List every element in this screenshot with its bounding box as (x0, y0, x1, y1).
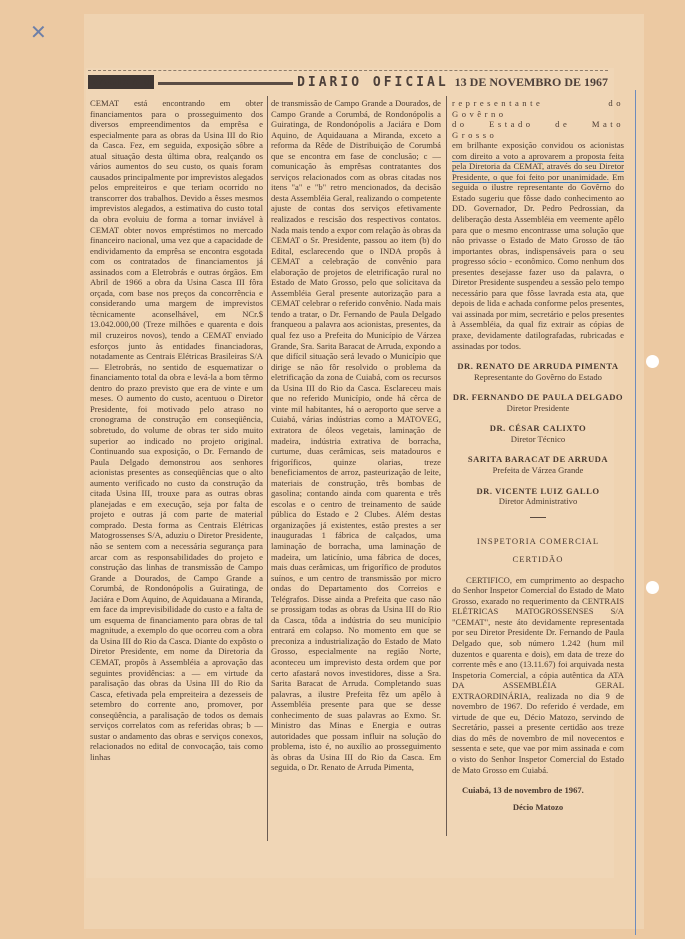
newspaper-header (88, 70, 608, 93)
signatory-role: Diretor Presidente (506, 402, 570, 413)
signatory-name: DR. RENATO DE ARRUDA PIMENTA (457, 361, 619, 372)
signatory-role: Diretor Técnico (510, 433, 566, 444)
header-rule (158, 74, 293, 85)
cross-mark-icon: ✕ (30, 20, 47, 44)
signatory-name: DR. CÉSAR CALIXTO (489, 423, 587, 434)
page-label: PAGINA 8 (88, 75, 154, 89)
signatory-role: Prefeita de Várzea Grande (492, 464, 584, 475)
column-divider (446, 96, 447, 836)
signatory-name: DR. FERNANDO DE PAULA DELGADO (452, 392, 624, 403)
separator (530, 517, 546, 518)
certificate-text: CERTIFICO, em cumprimento ao despacho do Senhor Inspetor Comercial do Estado de Mato Grosso, exarado no requerimento da CENTRAIS ELÉTRICAS MATOGROSSENSES S/A "CEMAT", neste áto devidamente representada por seu Diretor Presidente Dr. Fernando de Paula Delgado que, sob número 1.242 (hum mil duzentos e quarenta e dois), em data de treze do corrente mês e ano (13.11.67) foi arquivada nesta Inspetoria Comercial, a cópia autêntica da ATA DA ASSEMBLÉIA GERAL EXTRAORDINÁRIA, realizada no dia 9 de novembro de 1967. Do referido é verdade, em virtude de que eu, Décio Matozo, servindo de Secretário, passei a presente certidão aos treze dias do mês de novembro de mil novecentos e sessenta e sete, que vae por mim assinada e com o visto do Senhor Inspetor Comercial do Estado de Mato Grosso em Cuiabá. (452, 574, 624, 775)
place-date: Cuiabá, 13 de novembro de 1967. (462, 785, 584, 796)
signature-list (452, 361, 624, 506)
signature-block (452, 392, 624, 413)
signer-name: Décio Matozo (512, 801, 564, 812)
text-line: representante do Govêrno (452, 98, 624, 119)
text-post: Em seguida o ilustre representante do Govêrno do Estado sugeriu que fôsse dado conhecimento ao DD. Governador, Dr. Pedro Pedrossian, da deliberação desta Assembléia em veemente apêlo para que o mesmo encontrasse uma solução que não privasse o Estado de Mato Grosso de tão importantes obras, indispensáveis para o seu progresso sócio - econômico. Como nenhum dos presentes desejasse fazer uso da palavra, o Diretor Presidente suspendeu a sessão pelo tempo necessário para que fôsse lavrada esta ata, que depois de lida e achada conforme pelos presentes, vai assinada por mim, secretário e pelos presentes à Assembléia, da qual fiz extrair as cópias de praxe, devidamente datilografadas, rubricadas e assinadas por todos. (452, 171, 625, 351)
article-column-3 (452, 98, 624, 812)
signature-block (452, 454, 624, 475)
article-column-2 (271, 98, 441, 773)
signatory-name: SARITA BARACAT DE ARRUDA (467, 454, 609, 465)
signature-block (452, 486, 624, 507)
signature-block (452, 423, 624, 444)
subsection-title: CERTIDÃO (512, 554, 564, 565)
signature-block (452, 361, 624, 382)
margin-line (635, 90, 636, 935)
punch-hole (646, 581, 659, 594)
text-line: do Estado de Mato Grosso (452, 119, 624, 140)
signatory-role: Diretor Administrativo (498, 496, 578, 507)
signatory-role: Representante do Govêrno do Estado (474, 371, 602, 382)
text-pre: em brilhante exposição convidou os acionistas (452, 140, 624, 151)
underlined-text: com direito a voto a aprovarem a proposta feita pela Diretoria da CEMAT, através do seu Diretor Presidente, o que foi feito por unanimidade. (452, 150, 624, 182)
issue-date: 13 DE NOVEMBRO DE 1967 (454, 74, 608, 89)
minutes-text (452, 140, 624, 351)
article-column-1 (90, 98, 263, 762)
column-text: de transmissão de Campo Grande a Dourados, de Campo Grande a Corumbá, de Rondonópolis a Guiratinga, de Rondonópolis a Jaciára e Dom Aquino, de Aquidauana a Miranda, exceto a reforma da Rêde de Distribuição de Corumbá que se encontra em fase de conclusão; c — comunicação às emprêsas contratantes dos serviços relacionados com as obras citadas nos itens "a" e "b" retro mencionados, da decisão desta Assembléia Geral, realizando o competente ajuste de contas dos serviços efetivamente realizados e rescisão dos respectivos contatos. Nada mais tendo a expor com relação às obras da CEMAT o Sr. Presidente, passou ao item (b) do Edital, esclarecendo que o INDA propôs à CEMAT a celebração de convênio para elaboração de projetos de eletrificação rural no Estado de Mato Grosso, pelo que solicitava da Assembléia Geral presente autorização para a CEMAT celebrar o referido convênio. Nada mais tendo a tratar, o Dr. Fernando de Paula Delgado franqueou a palavra aos acionistas, presentes, da qual fez uso a Prefeita do Município de Várzea Grande, Sra. Sarita Baracat de Arruda, expondo a que difícil situação será levado o Município que dirige se não fôr resolvido o problema da eletrificação da zona de Cuiabá, com os recursos da Usina III do Rio da Casca. Esclareceu mais que no referido Município, onde há cêrca de vinte mil habitantes, há o aeroporto que serve a Cuiabá, várias indústrias como a MATOVEG, extratora de óleos vegetais, laminação de madeira, indústria extrativa de borracha, curtume, duas cerâmicas, seis matadouros e frigoríficos, quinze olarias, treze beneficiamentos de arroz, pasteurização de leite, materiais de construção, três bombas de gasolina; contando ainda com quarenta e três escolas e o centro de treinamento de saúde pública do Estado e 2 Clubes. Além destas organizações já existentes, estão prestes a ser inauguradas 1 fábrica de calçados, uma laminação de borracha, uma laminação de madeira, um laticínio, uma fábrica de doces, mais duas cerâmicas, um frigorífico de produtos suínos, e um centro de transmissão por micro ondas do Departamento dos Correios e Telégrafos. Disse ainda a Prefeita que caso não se prossigam todas as obras da Usina III do Rio da Casca, tôda a indústria do seu município entrará em colapso. No momento em que se preconiza a industrialização do Estado de Mato Grosso, especialmente na região Norte, aconteceu um imprevisto desta ordem que por certo afastará novos investidores, disse a Sra. Sarita Baracat de Arruda. Completando suas palavras, a ilustre Prefeita fêz um apêlo à Assembléia presente para que se desse conhecimento de suas palavras ao Exmo. Sr. Ministro das Minas e Energia e outras autoridades que possam influir na solução do problema, isto é, no auxílio ao prosseguimento às obras da Usina III do Rio da Casca. Em seguida, o Dr. Renato de Arruda Pimenta, (271, 98, 441, 773)
section-title: INSPETORIA COMERCIAL (476, 535, 600, 546)
signatory-name: DR. VICENTE LUIZ GALLO (476, 485, 600, 496)
newspaper-title: DIARIO OFICIAL (297, 74, 449, 90)
column-text: CEMAT está encontrando em obter financiamentos para o prosseguimento dos diversos empreendimentos da emprêsa e especialmente para as obras da Usina III do Rio da Casca. Fez, em seguida, exposição sôbre a atual situação desta última obra, realçando os vários aumentos do seu custo, os quais foram causados principalmente por imprevistos alegados pelos empreiteiros e que teriam ocorrido no transcorrer dos trabalhos. Devido a êsses mesmos imprevistos alegados, a estimativa do custo total da obra evoluiu de forma a tornar inviável à CEMAT obter novos empréstimos no mercado financeiro nacional, uma vez que a capacidade de endividamento da emprêsa se encontra esgotada com os contratados de financiamentos já assinados com a Eletrobrás e outras órgãos. Em Abril de 1966 a obra da Usina Casca III fôra orçada, com base nos preços da concorrência e considerando uma margem de imprevistos tècnicamente aconselhável, em NCr.$ 13.042.000,00 (Treze milhões e quarenta e dois mil cruzeiros novos), tendo a CEMAT enviado esforços junto às entidades financiadoras, notadamente as Centrais Elétricas Brasileiras S/A — Eletrobrás, no sentido de esquematizar o financiamento total da obra e levá-la a bom têrmo dentro do prazo previsto que era de vinte e um meses. O aumento do custo, acentuou o Diretor Presidente, foi motivado pelo atraso no cronograma de construção em conseqüência, sobretudo, do volume de obras ter sido muito superior ao indicado no projeto original. Continuando sua exposição, o Dr. Fernando de Paula Delgado demonstrou aos senhores acionistas presentes as conseqüências que o alto aumento verificado no custo da construção da citada Usina III, trouxe para as outras obras planejadas e em execução, seja por falta de projeto e outras já com parte de material comprado. Desta forma as Centrais Elétricas Matogrossenses S/A, aduziu o Diretor Presidente, não se sentem com a necessária segurança para arcar com as responsabilidades do projeto e construção das linhas de transmissão de Campo Grande a Dourados, de Campo Grande a Corumbá, de Rondonópolis a Guiratinga, de Jaciára e Dom Aquino, de Aquidauana a Miranda, em face da imprevisibilidade do custo e a falta de um esquema de financiamento para obras de tal magnitude, a exemplo do que ocorreu com a obra da Usina III do Rio da Casca. Diante do expôsto o Diretor Presidente, em nome da Diretoria da CEMAT, propôs à Assembléia a aprovação das seguintes providências: a — em virtude da paralisação das obras da Usina III do Rio da Casca, efetivada pela empreiteira a dezesseis de setembro do corrente ano, promover, por conseqüência, a paralisação de todos os demais serviços correlatos com as referidas obras; b — sustar o andamento das obras e serviços conexos, relacionados no edital de convocação, tais como linhas (90, 98, 263, 762)
column-divider (267, 96, 268, 841)
punch-hole (646, 355, 659, 368)
